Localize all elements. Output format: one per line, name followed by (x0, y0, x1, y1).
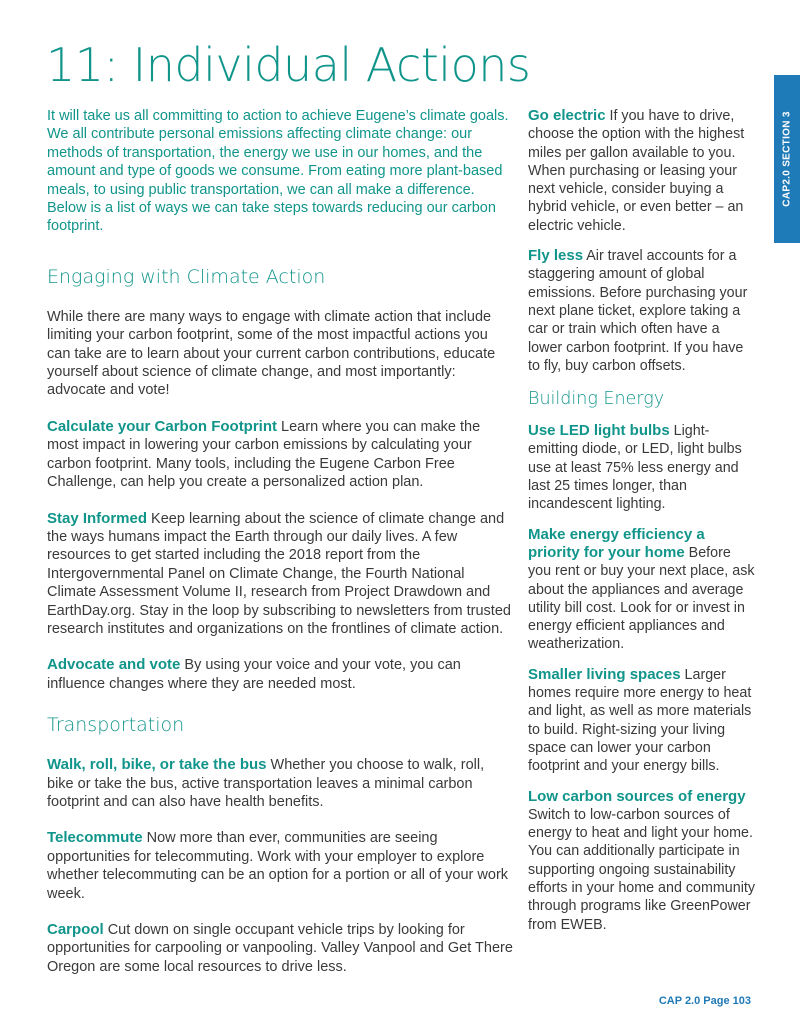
action-item-text: By using your voice and your vote, you can influence changes where they are needed most. (47, 657, 461, 692)
action-item (47, 510, 513, 639)
action-item-text: If you have to drive, choose the option with the highest miles per gallon available to you. When purchasing or leasing your next vehicle, consider buying a hybrid vehicle, or even better – an electric vehicle. (528, 108, 745, 234)
action-item-lead: Use LED light bulbs (528, 422, 670, 440)
action-item-lead: Walk, roll, bike, or take the bus (47, 756, 267, 774)
action-item-text: Larger homes require more energy to heat and light, as well as more materials to build. Right-sizing your living space can lower your carbon footprint and your energy bills. (528, 666, 752, 775)
action-item-lead: Telecommute (47, 829, 143, 847)
action-item (528, 422, 756, 513)
action-item (47, 756, 513, 811)
action-item-lead: Advocate and vote (47, 656, 181, 674)
action-item (47, 921, 513, 976)
action-item-lead: Low carbon sources of energy (528, 787, 746, 805)
action-item-lead: Smaller living spaces (528, 665, 681, 683)
action-item (47, 829, 513, 903)
action-item-lead: Go electric (528, 107, 606, 124)
heading-engaging: Engaging with Climate Action (47, 265, 326, 288)
action-item-text: Before you rent or buy your next place, ask about the appliances and average utility bill cost. Look for or invest in energy efficient appliances and weatherization. (528, 544, 755, 653)
action-item (528, 107, 756, 235)
action-item-lead: Stay Informed (47, 509, 148, 527)
action-item-text: Light-emitting diode, or LED, light bulbs use at least 75% less energy and last 25 times longer, than incandescent lighting. (528, 423, 742, 513)
action-item-lead: Calculate your Carbon Footprint (47, 417, 278, 435)
action-item (528, 666, 756, 776)
action-item (47, 418, 513, 492)
action-item-text: Air travel accounts for a staggering amount of global emissions. Before purchasing your next plane ticket, explore taking a car or train which often have a lower carbon footprint. If you have to fly, buy carbon offsets. (528, 248, 748, 374)
action-item-text: Switch to low-carbon sources of energy to heat and light your home. You can additionally participate in supporting ongoing sustainability efforts in your home and community through programs like GreenPower from EWEB. (528, 806, 756, 933)
intro-paragraph: It will take us all committing to action to achieve Eugene’s climate goals. We all contribute personal emissions affecting climate change: our methods of transportation, the energy we use in our homes, and the amount and type of goods we consume. From eating more plant-based meals, to using public transportation, we can all make a difference. Below is a list of ways we can take steps towards reducing our carbon footprint. (47, 108, 509, 235)
action-item (47, 656, 513, 693)
action-item-text: Whether you choose to walk, roll, bike or take the bus, active transportation leaves a minimal carbon footprint and can also have health benefits. (47, 757, 485, 810)
action-item (528, 247, 756, 375)
action-item-lead: Carpool (47, 921, 104, 938)
heading-transportation: Transportation (47, 714, 185, 737)
engaging-intro: While there are many ways to engage with climate action that include limiting your carbon footprint, some of the most impactful actions you can take are to learn about your current carbon contributions, educate yourself about science of climate change, and most importantly: advocate and vote! (47, 308, 496, 399)
action-item-lead: Fly less (528, 247, 584, 265)
action-item-text: Now more than ever, communities are seeing opportunities for telecommuting. Work with your employer to explore whether telecommuting can be an option for a portion or all of your work week. (47, 830, 509, 902)
page-footer: CAP 2.0 Page 103 (658, 995, 751, 1007)
right-column (528, 107, 756, 946)
left-column (47, 107, 513, 994)
action-item-text: Keep learning about the science of climate change and the ways humans impact the Earth through our daily lives. A few resources to get started including the 2018 report from the Intergovernmental Panel on Climate Change, the Fourth National Climate Assessment Volume II, research from Project Drawdown and EarthDay.org. Stay in the loop by subscribing to newsletters from trusted research institutes and organizations on the frontlines of climate action. (47, 510, 511, 637)
action-item (528, 526, 756, 654)
action-item (528, 788, 756, 934)
action-item-lead: Make energy efficiency a priority for your home (528, 525, 705, 561)
page-title: 11: Individual Actions (46, 38, 531, 92)
section-tab (774, 75, 800, 243)
action-item-text: Cut down on single occupant vehicle trips by looking for opportunities for carpooling or vanpooling. Valley Vanpool and Get There Oregon are some local resources to drive less. (47, 922, 513, 975)
section-tab-label: CAP2.0 SECTION 3 (781, 111, 793, 207)
heading-building-energy: Building Energy (528, 389, 665, 410)
action-item-text: Learn where you can make the most impact in lowering your carbon emissions by calculating your carbon footprint. Many tools, including the Eugene Carbon Free Challenge, can help you create a personalized action plan. (47, 418, 481, 491)
